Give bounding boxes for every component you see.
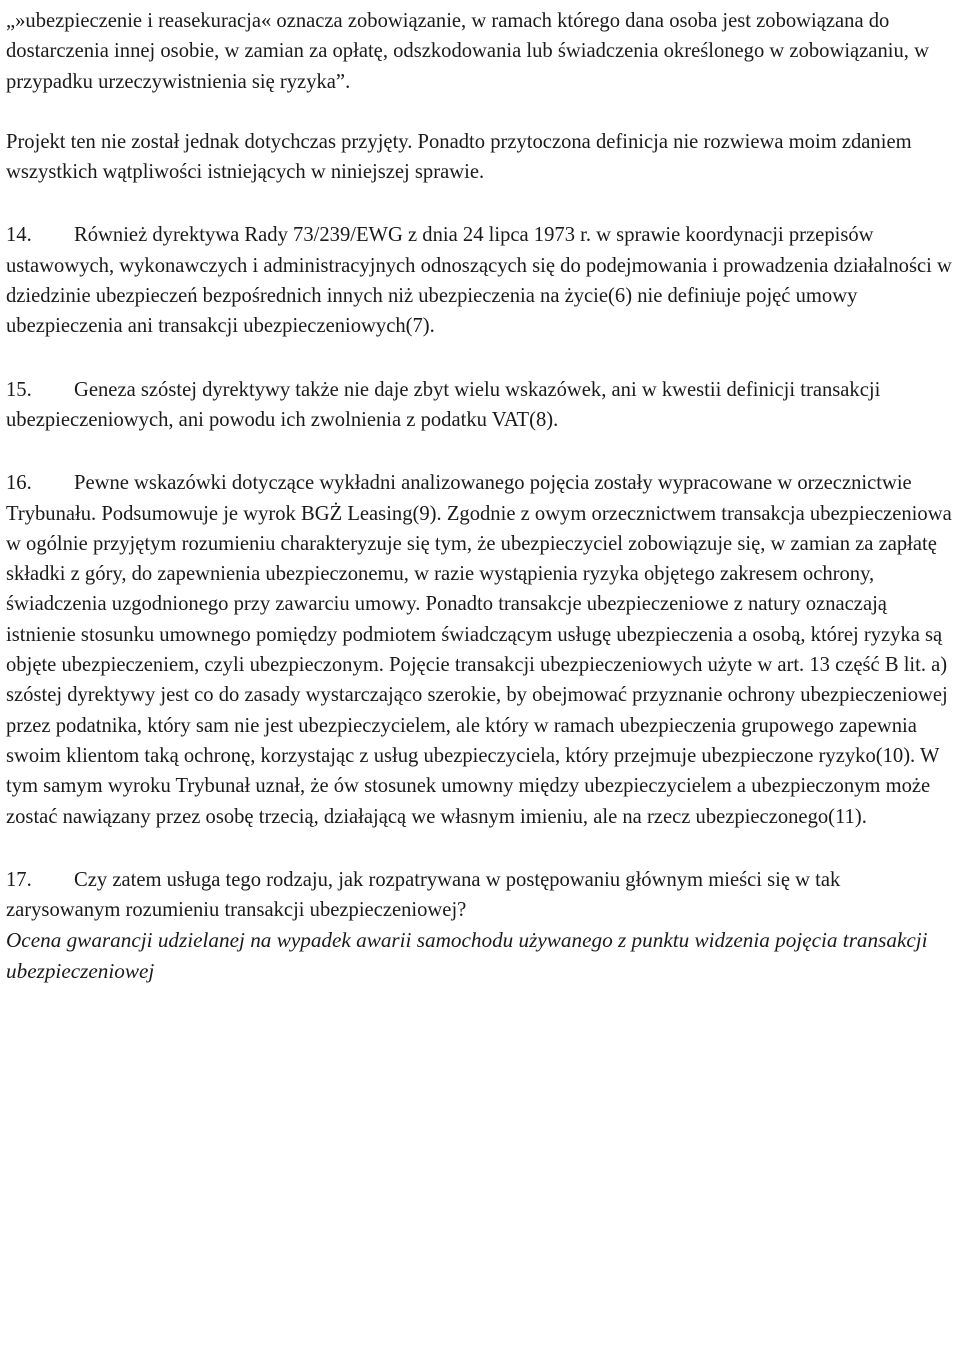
paragraph-text: Projekt ten nie został jednak dotychczas przyjęty. Ponadto przytoczona definicja nie rozwiewa moim zdaniem wszystkich wątpliwości istniejących w niniejszej sprawie. (6, 130, 912, 184)
paragraph-16 (6, 468, 958, 832)
paragraph-text: „»ubezpieczenie i reasekuracja« oznacza zobowiązanie, w ramach którego dana osoba jest zobowiązana do dostarczenia innej osobie, w zamian za opłatę, odszkodowania lub świadczenia określonego w zobowiązaniu, w przypadku urzeczywistnienia się ryzyka”. (6, 10, 929, 93)
paragraph-number: 16. (6, 472, 32, 495)
paragraph-text: Również dyrektywa Rady 73/239/EWG z dnia 24 lipca 1973 r. w sprawie koordynacji przepisów ustawowych, wykonawczych i administracyjnych odnoszących się do podejmowania i prowadzenia działalności w dziedzinie ubezpieczeń bezpośrednich innych niż ubezpieczenia na życie(6) nie definiuje pojęć umowy ubezpieczenia ani transakcji ubezpieczeniowych(7). (6, 224, 952, 338)
paragraph-15 (6, 375, 958, 436)
paragraph-text: Geneza szóstej dyrektywy także nie daje zbyt wielu wskazówek, ani w kwestii definicji transakcji ubezpieczeniowych, ani powodu ich zwolnienia z podatku VAT(8). (6, 378, 881, 431)
paragraph-number: 17. (6, 868, 32, 891)
paragraph-text: Czy zatem usługa tego rodzaju, jak rozpatrywana w postępowaniu głównym mieści się w tak zarysowanym rozumieniu transakcji ubezpieczeniowej? (6, 868, 841, 922)
section-heading: Ocena gwarancji udzielanej na wypadek awarii samochodu używanego z punktu widzenia pojęcia transakcji ubezpieczeniowej (6, 928, 928, 983)
document-page (6, 6, 958, 986)
paragraph-14 (6, 220, 958, 341)
paragraph-number: 14. (6, 224, 32, 247)
paragraph-17 (6, 865, 958, 926)
paragraph-text: Pewne wskazówki dotyczące wykładni analizowanego pojęcia zostały wypracowane w orzecznictwie Trybunału. Podsumowuje je wyrok BGŻ Leasing(9). Zgodnie z owym orzecznictwem transakcja ubezpieczeniowa w ogólnie przyjętym rozumieniu charakteryzuje się tym, że ubezpieczyciel zobowiązuje się, w zamian za zapłatę składki z góry, do zapewnienia ubezpieczonemu, w razie wystąpienia ryzyka objętego zakresem ochrony, świadczenia uzgodnionego przy zawarciu umowy. Ponadto transakcje ubezpieczeniowe z natury oznaczają istnienie stosunku umownego pomiędzy podmiotem świadczącym usługę ubezpieczenia a osobą, której ryzyka są objęte ubezpieczeniem, czyli ubezpieczonym. Pojęcie transakcji ubezpieczeniowych użyte w art. 13 część B lit. a) szóstej dyrektywy jest co do zasady wystarczająco szerokie, by obejmować przyznanie ochrony ubezpieczeniowej przez podatnika, który sam nie jest ubezpieczycielem, ale który w ramach ubezpieczenia grupowego zapewnia swoim klientom taką ochronę, korzystając z usług ubezpieczyciela, który przejmuje ubezpieczone ryzyko(10). W tym samym wyroku Trybunał uznał, że ów stosunek umowny między ubezpieczycielem a ubezpieczonym może zostać nawiązany przez osobę trzecią, działającą we własnym imieniu, ale na rzecz ubezpieczonego(11). (6, 472, 952, 828)
paragraph-definition-quote (6, 6, 958, 97)
paragraph-number: 15. (6, 378, 32, 401)
paragraph-project-note (6, 127, 958, 188)
